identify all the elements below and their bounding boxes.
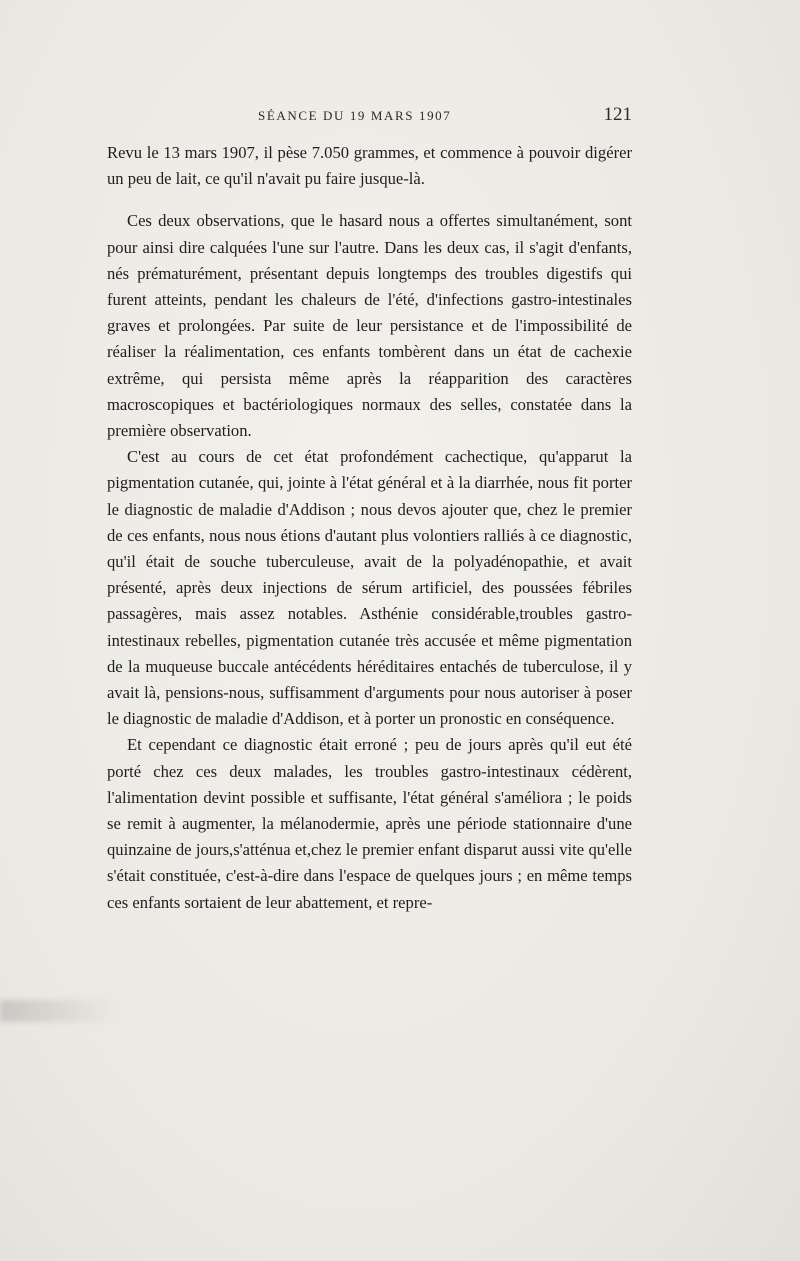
paragraph-3: C'est au cours de cet état profondément cachectique, qu'apparut la pigmentation cutanée, qui, jointe à l'état général et à la diarrhée, nous fit porter le diagnostic de maladie d'Addison ; nous devos ajouter que, chez le premier de ces enfants, nous nous étions d'autant plus volontiers ralliés à ce diagnostic, qu'il était de souche tuberculeuse, avait de la polyadénopathie, et avait présenté, après deux injections de sérum artificiel, des poussées fébriles passagères, mais assez notables. Asthénie considérable,troubles gastro-intestinaux rebelles, pigmentation cutanée très accusée et même pigmentation de la muqueuse buccale antécédents héréditaires entachés de tuberculose, il y avait là, pensions-nous, suffisamment d'arguments pour nous autoriser à poser le diagnostic de maladie d'Addison, et à porter un pronostic en conséquence. <box>107 447 632 729</box>
paragraph-2: Ces deux observations, que le hasard nous a offertes simultanément, sont pour ainsi dire calquées l'une sur l'autre. Dans les deux cas, il s'agit d'enfants, nés prématurément, présentant depuis longtemps des troubles digestifs qui furent atteints, pendant les chaleurs de l'été, d'infections gastro-intestinales graves et prolongées. Par suite de leur persistance et de l'impossibilité de réaliser la réalimentation, ces enfants tombèrent dans un état de cachexie extrême, qui persista même après la réapparition des caractères macroscopiques et bactériologiques normaux des selles, constatée dans la première observation. <box>107 211 632 441</box>
paragraph-4: Et cependant ce diagnostic était erroné ; peu de jours après qu'il eut été porté chez ces deux malades, les troubles gastro-intestinaux cédèrent, l'alimentation devint possible et suffisante, l'état général s'améliora ; le poids se remit à augmenter, la mélanodermie, après une période stationnaire d'une quinzaine de jours,s'atténua et,chez le premier enfant disparut aussi vite qu'elle s'était constituée, c'est-à-dire dans l'espace de quelques jours ; en même temps ces enfants sortaient de leur abattement, et repre- <box>107 735 632 912</box>
page-number: 121 <box>603 104 632 125</box>
page-header <box>100 104 632 128</box>
scan-smudge <box>0 1000 115 1022</box>
running-title: SÉANCE DU 19 MARS 1907 <box>258 108 452 123</box>
body-text <box>107 140 632 916</box>
paragraph-1: Revu le 13 mars 1907, il pèse 7.050 grammes, et commence à pouvoir digérer un peu de lait, ce qu'il n'avait pu faire jusque-là. <box>107 143 632 189</box>
